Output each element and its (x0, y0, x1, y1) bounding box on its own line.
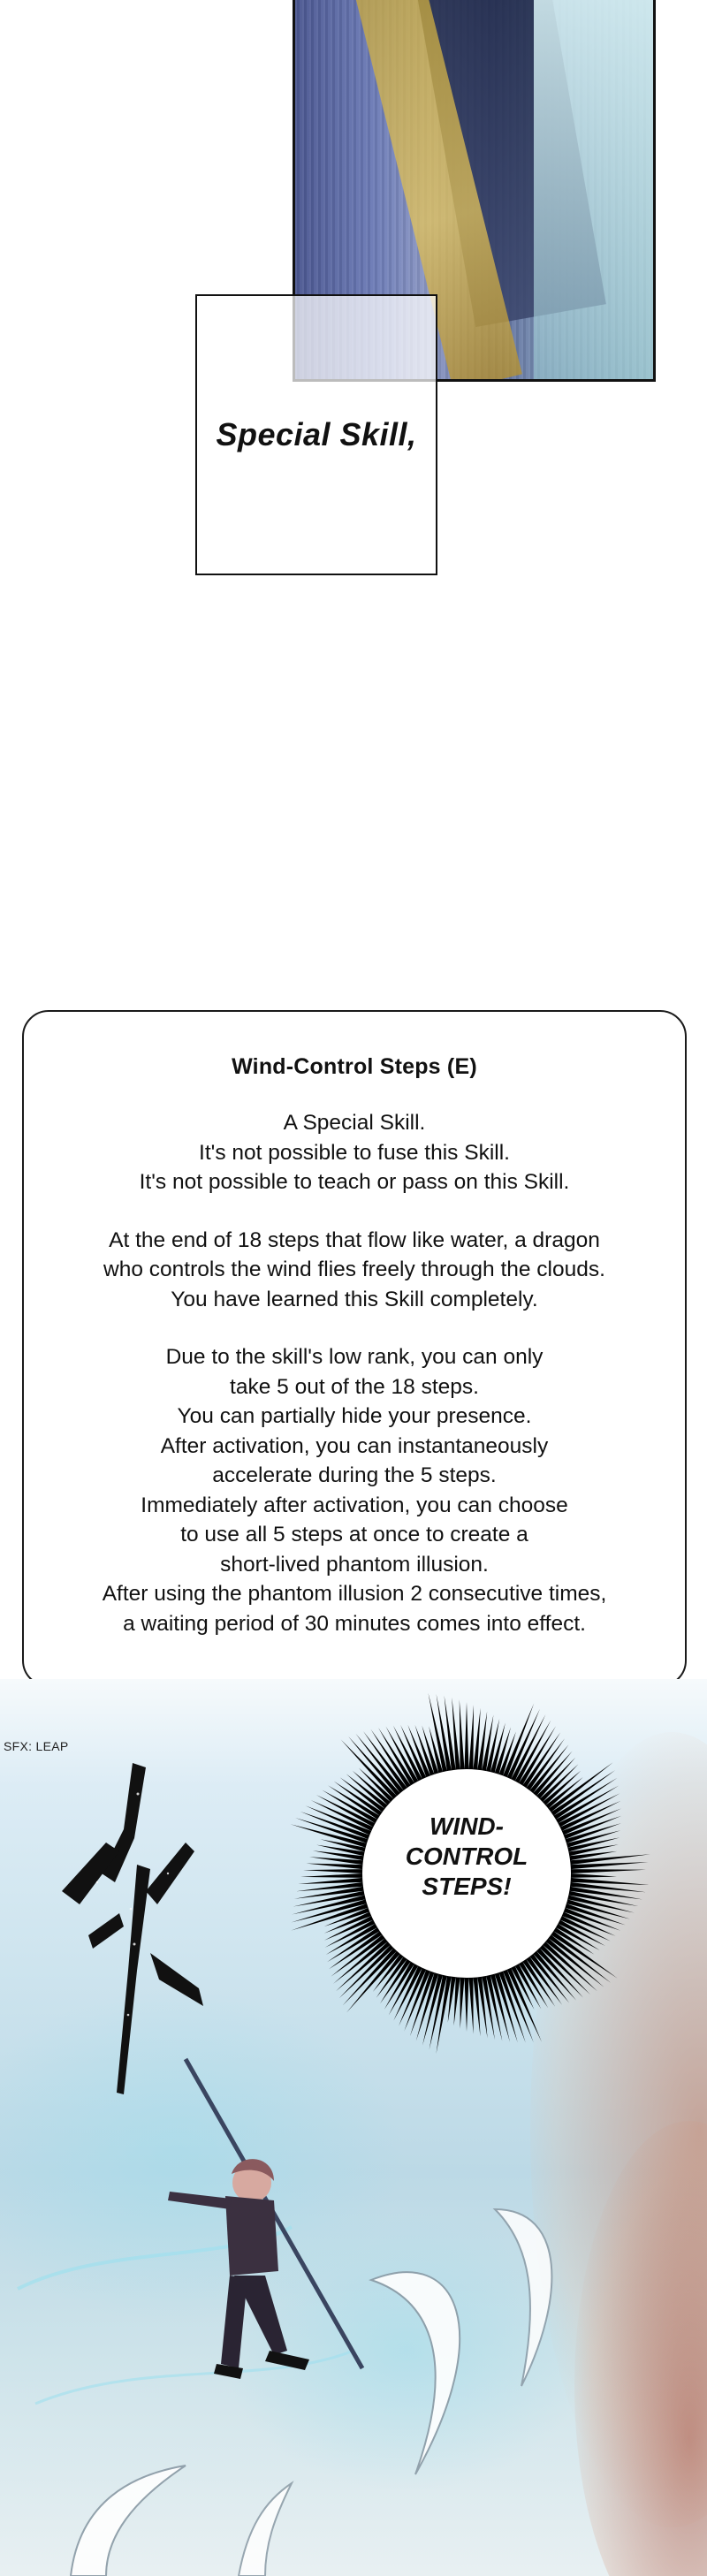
skill-line: a waiting period of 30 minutes comes into effect. (123, 1611, 586, 1636)
leaping-character-figure (133, 2050, 398, 2474)
skill-line: accelerate during the 5 steps. (212, 1463, 497, 1487)
sfx-label: SFX: LEAP (4, 1739, 69, 1753)
narration-caption-box (195, 294, 437, 575)
skill-line: You have learned this Skill completely. (171, 1287, 538, 1311)
sfx-calligraphy-glyph (53, 1759, 230, 2094)
skill-line: short-lived phantom illusion. (220, 1552, 489, 1577)
skill-line: to use all 5 steps at once to create a (180, 1523, 528, 1546)
shout-text (369, 1812, 564, 1902)
skill-line: After activation, you can instantaneously (160, 1433, 549, 1458)
skill-line: who controls the wind flies freely through the clouds. (103, 1258, 605, 1281)
skill-title: Wind-Control Steps (E) (232, 1054, 477, 1079)
skill-info-window (22, 1010, 687, 1687)
caption-text: Special Skill, (216, 416, 417, 452)
skill-line: Immediately after activation, you can choose (141, 1493, 568, 1517)
shout-line: CONTROL (405, 1843, 528, 1870)
skill-paragraph-1 (24, 1108, 685, 1197)
skill-line: At the end of 18 steps that flow like water, a dragon (109, 1227, 600, 1252)
light-cloth-shape (534, 0, 656, 382)
skill-line: Due to the skill's low rank, you can only (165, 1345, 544, 1369)
skill-line: take 5 out of the 18 steps. (230, 1374, 479, 1399)
skill-paragraph-2 (24, 1226, 685, 1315)
skill-line: It's not possible to fuse this Skill. (199, 1140, 510, 1165)
skill-line: You can partially hide your presence. (177, 1404, 532, 1428)
skill-line: A Special Skill. (283, 1111, 426, 1135)
skill-line: After using the phantom illusion 2 consecutive times, (102, 1582, 607, 1606)
skill-line: It's not possible to teach or pass on this Skill. (139, 1170, 570, 1194)
shout-line: STEPS! (422, 1873, 512, 1900)
shout-line: WIND- (430, 1812, 504, 1840)
skill-paragraph-3 (24, 1342, 685, 1638)
